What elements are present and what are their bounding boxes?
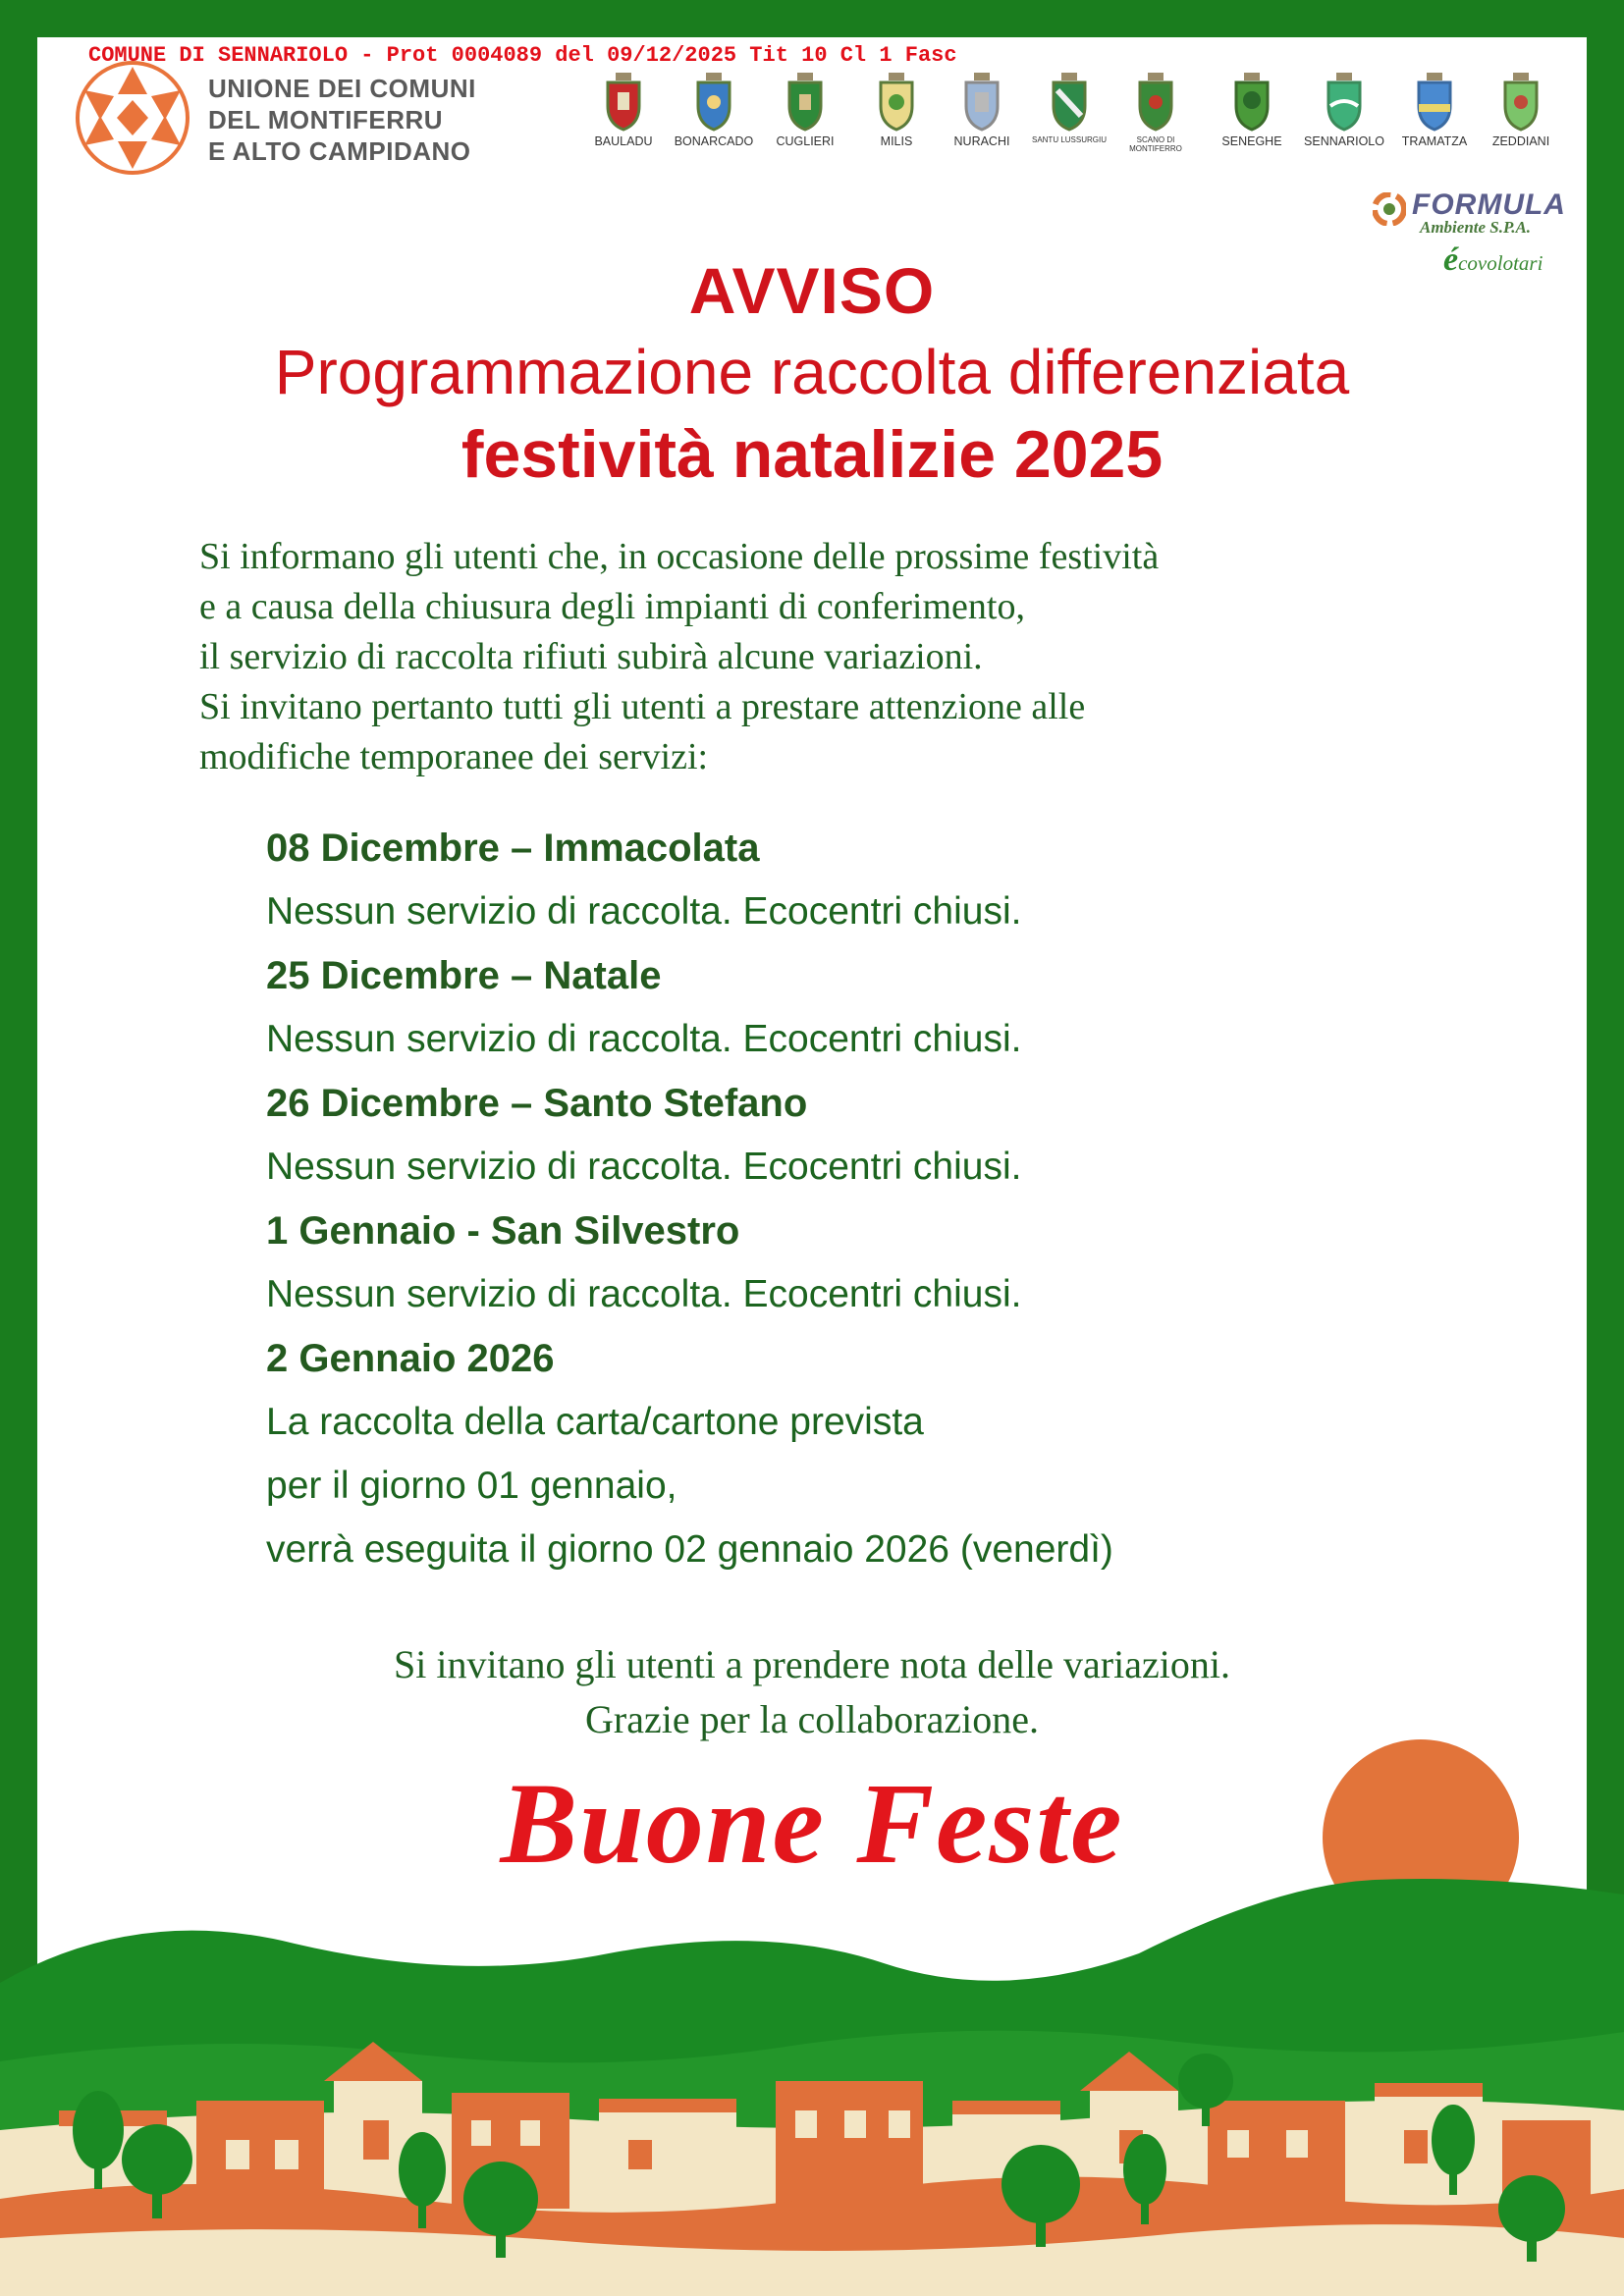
coat-of-arms-icon	[1325, 71, 1364, 132]
crest-label: CUGLIERI	[776, 134, 835, 148]
intro-paragraph	[199, 532, 1159, 782]
coat-of-arms-icon	[1232, 71, 1272, 132]
closing-text	[0, 1637, 1624, 1747]
schedule-note: Nessun servizio di raccolta. Ecocentri chiusi.	[266, 1018, 1022, 1060]
municipality-crests	[579, 71, 1559, 165]
intro-line: il servizio di raccolta rifiuti subirà alcune variazioni.	[199, 636, 983, 677]
protocol-stamp: COMUNE DI SENNARIOLO - Prot 0004089 del 09/12/2025 Tit 10 Cl 1 Fasc	[88, 43, 957, 68]
ecovolotari-initial: é	[1443, 241, 1459, 278]
coat-of-arms-icon	[1501, 71, 1541, 132]
crest-scano-di-montiferro	[1111, 71, 1200, 153]
coat-of-arms-icon	[1415, 71, 1454, 132]
schedule-note: La raccolta della carta/cartone prevista	[266, 1401, 924, 1443]
union-logo-icon	[75, 61, 190, 175]
union-name-line: E ALTO CAMPIDANO	[208, 136, 471, 166]
ecovolotari-name: covolotari	[1458, 251, 1543, 275]
formula-subtitle: Ambiente S.P.A.	[1420, 218, 1532, 237]
intro-line: e a causa della chiusura degli impianti di conferimento,	[199, 586, 1025, 627]
schedule-date: 26 Dicembre – Santo Stefano	[266, 1082, 808, 1125]
formula-ambiente-logo	[1369, 188, 1566, 237]
crest-label: MILIS	[880, 134, 913, 148]
crest-sennariolo	[1300, 71, 1388, 148]
crest-seneghe	[1208, 71, 1296, 148]
coat-of-arms-icon	[877, 71, 916, 132]
schedule-date: 25 Dicembre – Natale	[266, 954, 662, 997]
crest-label: SANTU LUSSURGIU	[1031, 135, 1107, 144]
greeting: Buone Feste	[500, 1759, 1124, 1888]
schedule-date: 1 Gennaio - San Silvestro	[266, 1209, 740, 1253]
crest-label: BONARCADO	[674, 134, 754, 148]
crest-cuglieri	[761, 71, 849, 148]
schedule-date: 2 Gennaio 2026	[266, 1337, 555, 1380]
page-subtitle-bold: festività natalizie 2025	[460, 417, 1164, 492]
closing-line: Grazie per la collaborazione.	[585, 1697, 1039, 1741]
crest-label: NURACHI	[953, 134, 1010, 148]
schedule-note: per il giorno 01 gennaio,	[266, 1465, 677, 1507]
closing-line: Si invitano gli utenti a prendere nota delle variazioni.	[394, 1642, 1230, 1686]
schedule-list	[266, 823, 1113, 1588]
crest-santu-lussurgiu	[1025, 71, 1113, 144]
recycle-icon	[1373, 192, 1406, 226]
schedule-note: Nessun servizio di raccolta. Ecocentri chiusi.	[266, 890, 1022, 933]
coat-of-arms-icon	[694, 71, 733, 132]
crest-milis	[852, 71, 941, 148]
coat-of-arms-icon	[1136, 71, 1175, 132]
schedule-note: Nessun servizio di raccolta. Ecocentri chiusi.	[266, 1273, 1022, 1315]
coat-of-arms-icon	[785, 71, 825, 132]
schedule-date: 08 Dicembre – Immacolata	[266, 827, 760, 870]
crest-label: BAULADU	[594, 134, 653, 148]
crest-label: SENNARIOLO	[1304, 134, 1384, 148]
intro-line: Si informano gli utenti che, in occasione delle prossime festività	[199, 536, 1160, 577]
intro-line: Si invitano pertanto tutti gli utenti a prestare attenzione alle	[199, 686, 1086, 727]
intro-line: modifiche temporanee dei servizi:	[199, 736, 709, 777]
crest-label: SENEGHE	[1221, 134, 1282, 148]
coat-of-arms-icon	[962, 71, 1001, 132]
crest-label: TRAMATZA	[1401, 134, 1468, 148]
coat-of-arms-icon	[604, 71, 643, 132]
union-name	[208, 73, 476, 167]
schedule-note: Nessun servizio di raccolta. Ecocentri chiusi.	[266, 1146, 1022, 1188]
crest-bauladu	[579, 71, 668, 148]
formula-name: FORMULA	[1412, 188, 1566, 221]
page-title: AVVISO	[688, 254, 936, 327]
coat-of-arms-icon	[1050, 71, 1089, 132]
crest-bonarcado	[670, 71, 758, 148]
crest-label: ZEDDIANI	[1491, 134, 1550, 148]
crest-nurachi	[938, 71, 1026, 148]
page-subtitle: Programmazione raccolta differenziata	[274, 337, 1350, 407]
crest-zeddiani	[1477, 71, 1565, 148]
union-name-line: DEL MONTIFERRU	[208, 105, 444, 134]
union-name-line: UNIONE DEI COMUNI	[208, 74, 476, 103]
schedule-note: verrà eseguita il giorno 02 gennaio 2026 (venerdì)	[266, 1528, 1113, 1571]
crest-label: SCANO DI MONTIFERRO	[1129, 135, 1182, 153]
crest-tramatza	[1390, 71, 1479, 148]
